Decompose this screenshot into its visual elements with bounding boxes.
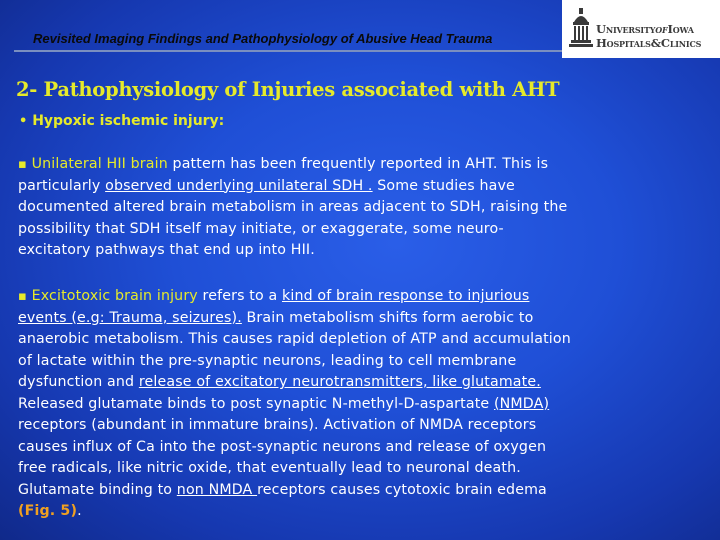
subheading: • Hypoxic ischemic injury: bbox=[19, 113, 225, 129]
figure-reference: (Fig. 5) bbox=[18, 503, 78, 519]
paragraph-unilateral-hii: ▪ Unilateral HII brain pattern has been frequently reported in AHT. This is particularly observed underlying unilateral SDH . Some studies have documented altered brain metabolism in areas adjacent to SDH, raising the possibility that SDH itself may initiate, or exaggerate, some neuro- excitatory pathways that end up into HII. bbox=[18, 156, 568, 258]
header-divider bbox=[14, 50, 562, 52]
logo-university-text: UNIVERSITYOFIOWA bbox=[596, 22, 694, 36]
paragraph-excitotoxic: ▪ Excitotoxic brain injury refers to a kind of brain response to injurious events (e.g: Trauma, seizures). Brain metabolism shifts form aerobic to anaerobic metabolism. This causes rapid depletion of ATP and accumulation of lactate within the pre-synaptic neurons, leading to cell membrane dysfunction and release of excitatory neurotransmitters, like glutamate. Released glutamate binds to post synaptic N-methyl-D-aspartate (NMDA) receptors (abundant in immature brains). Activation of NMDA receptors causes influx of Ca into the post-synaptic neurons and release of oxygen free radicals, like nitric oxide, that eventually lead to neuronal death. Glutamate binding to non NMDA receptors causes cytotoxic brain edema (Fig. 5). bbox=[18, 288, 571, 519]
logo-hospitals-text: HOSPITALS&CLINICS bbox=[596, 36, 702, 50]
university-logo bbox=[562, 0, 720, 58]
slide-title: 2- Pathophysiology of Injuries associated with AHT bbox=[16, 78, 560, 101]
header-title: Revisited Imaging Findings and Pathophysiology of Abusive Head Trauma bbox=[33, 31, 493, 46]
capitol-dome-icon bbox=[568, 8, 594, 50]
